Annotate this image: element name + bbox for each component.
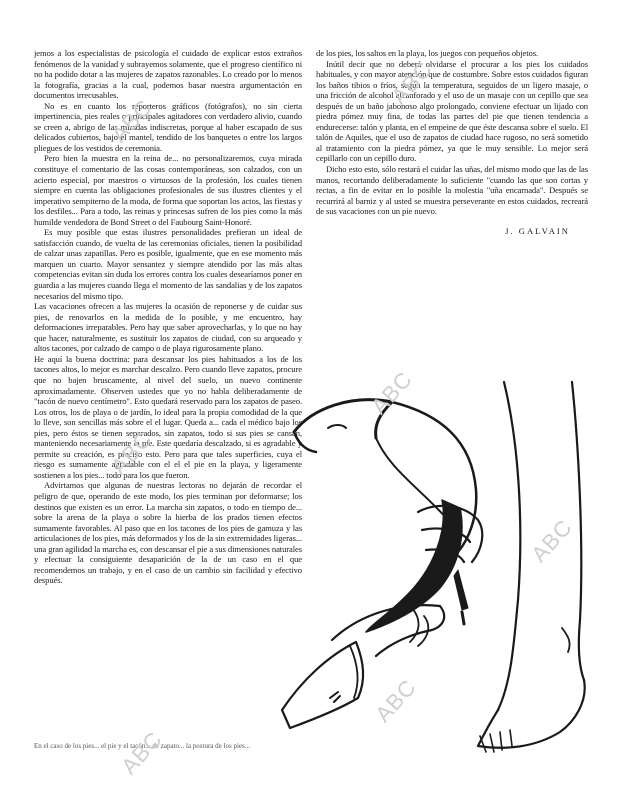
paragraph: Es muy posible que estas ilustres personalidades prefieran un ideal de satisfacción cuando, de vuelta de las ceremonias oficiales, tienen la posibilidad de calzar unas zapatillas. Pero es posible, igualmente, que en ese momento más marquen un cuarto. Mayor sensantez y siempre atendido por las más altas competencias evitan sin duda los errores contra los cuales desearíamos poner en guardia a las mujeres cuando llega el momento de las sandalias y de los zapatos necesarios del mismo tipo. [34,227,302,301]
paragraph: jemos a los especialistas de psicología el cuidado de explicar estos extraños fenómenos de la vanidad y subrayemos solamente, que el progreso científico ni no ha podido dotar a las mujeres de zapatos razonables. Lo creado por lo menos la fotografía, gracias a la cual, podemos basar nuestra argumentación en documentos irrecusables. [34,48,302,101]
right-article-column [316,48,588,236]
leg-left-outline [498,382,520,710]
watermark: ABC [370,674,422,727]
foot-care-illustration [272,380,608,760]
left-article-column [34,48,302,586]
heel-tip-mark [462,612,464,624]
paragraph: Las vacaciones ofrecen a las mujeres la ocasión de reponerse y de cuidar sus pies, de renovarlos en la medida de lo posible, y me encuentro, hay deformaciones irreparables. Pero hay que saber aprovecharlas, y lo que no hay que hacer, naturalmente, es sustituir los zapatos de ciudad, con su arqueado y altos tacones, por calzado de campo o de playa rigurosamente plano. [34,301,302,354]
paragraph: Advirtamos que algunas de nuestras lectoras no dejarán de recordar el peligro de que, operando de este modo, los pies terminan por deformarse; los destinos que existen es un error. La marcha sin zapatos, o todo en tiempo de... sobre la arena de la playa o sobre la hierba de los prados tienen efectos sumamente favorables. Al paso que en los tacones de los pies de gamuza y las articulaciones de los pies, más deformados y los de la sin extremidades ligeras... una gran agilidad la marcha es, con descansar el pie a sus dimensiones naturales y efectuar la consiguiente desaparición de la de un caso en el que recomendemos un trabajo, y en el caso de un cambio sin facilidad y efectivo después. [34,480,302,586]
paragraph: Pero bien la muestra en la reina de... no personalizaremos, cuya mirada constituye el comentario de las cosas contemporáneas, son calzados, con un acierto especial, por maestros o virtuosos de la profesión, los cuales tienen siempre en cuenta las obligaciones profesionales de sus ilustres clientes y el imperativo sempiterno de la moda, de forma que soportan los actos, las fiestas y los desfiles... Para a todo, las reinas y princesas sufren de los pies como la más humilde vendedora de Bond Street o del Faubourg Saint-Honoré. [34,153,302,227]
finger-lines [410,608,428,646]
eye-mark [328,425,346,428]
paragraph: No es en cuanto los reporteros gráficos (fotógrafos), no sin cierta impertinencia, pies reales o principales agitadores con verdadero alivio, cuando se creen a, abrigo de las miradas indiscretas, porque al haber escapado de sus delicados cubiertos, bajo el mantel, tendido de los banquetes o entre los largos pliegues de los vestidos de ceremonia. [34,100,302,153]
ankle-mark [562,628,570,652]
paragraph: Dicho esto esto, sólo restará el cuidar las uñas, del mismo modo que las de las manos, recortando deliberadamente lo suficiente "cuando las que son cortas y rectas, a fin de evitar en lo posible la molestia "uña encarnada". Después se recurrirá al barniz y al usted se muestra perseverante en estos cuidados, recreará de sus vacaciones con un pie nuevo. [316,164,588,217]
heel-shape [454,570,468,610]
cufflink-mark [330,692,340,702]
watermark: ABC [116,726,168,779]
illustration-caption: En el caso de los pies... el pie y el tacón... de zapato... la postura de los pies... [34,742,250,750]
watermark: ABC [106,94,158,147]
watermark: ABC [386,56,438,109]
watermark: ABC [526,514,578,567]
watermark: ABC [106,426,158,479]
paragraph: de los pies, los saltos en la playa, los juegos con pequeños objetos. [316,48,538,58]
watermark: ABC [366,366,418,419]
paragraph: He aquí la buena doctrina: para descansar los pies habituados a los de los tacones altos, lo mejor es marchar descalzo. Pero cuando lleve zapatos, procure que no bajen bruscamente, al nivel del suelo, un nuevo continente aproximadamente. Observen ustedes que yo no habla deliberadamente de "tacón de nuevo centímetro". Esto quedará reservado para los zapatos de paseo. Los otros, los de playa o de jardín, lo ideal para la propia comodidad de la que lo lleve, son sencillas más sobre el el lugar. Queda a... cada el médico bajo los pies, pero éstos se tienen separados, sin zapatos, todo si sus pies se cansan, manteniendo necesariamente la pie. Este quedaría descalzado, si es agradable y permite su creación, es preciso esto. Pero para que tales superficies, cuya el riesgo es sumamente agradable con el el el pie en la playa, y ligeramente sostienen a los pies... todo para los que fueron. [34,353,302,480]
cuff-line [350,646,357,698]
nose-outline [294,432,316,452]
sleeve-outline [282,642,363,728]
author-signature: J. GALVAIN [505,225,570,236]
paragraph: Inútil decir que no deberá olvidarse el procurar a los pies los cuidados habituales, y con mayor atención que de costumbre. Sobre estos cuidados figuran los baños tibios o fríos, según la temperatura, seguidos de un ligero masaje, o una fricción de alcohol alcanforado y el uso de un masaje con un cepillo que sea después de un baño jabonoso algo prolongado, conviene efectuar un lijado con piedra pómez muy fina, de todas las partes del pie que tienen tendencia a endurecerse: talón y planta, en el empeine de que éste descansa sobre el suelo. El talón de Aquiles, que el uso de zapatos de ciudad hace rugoso, no será sometido al tratamiento con la piedra pómez, ya que le muy sensible. Lo mejor será cepillarlo con un cepillo duro. [316,58,588,164]
foot-outline [478,680,585,748]
arm-outline [376,438,448,520]
